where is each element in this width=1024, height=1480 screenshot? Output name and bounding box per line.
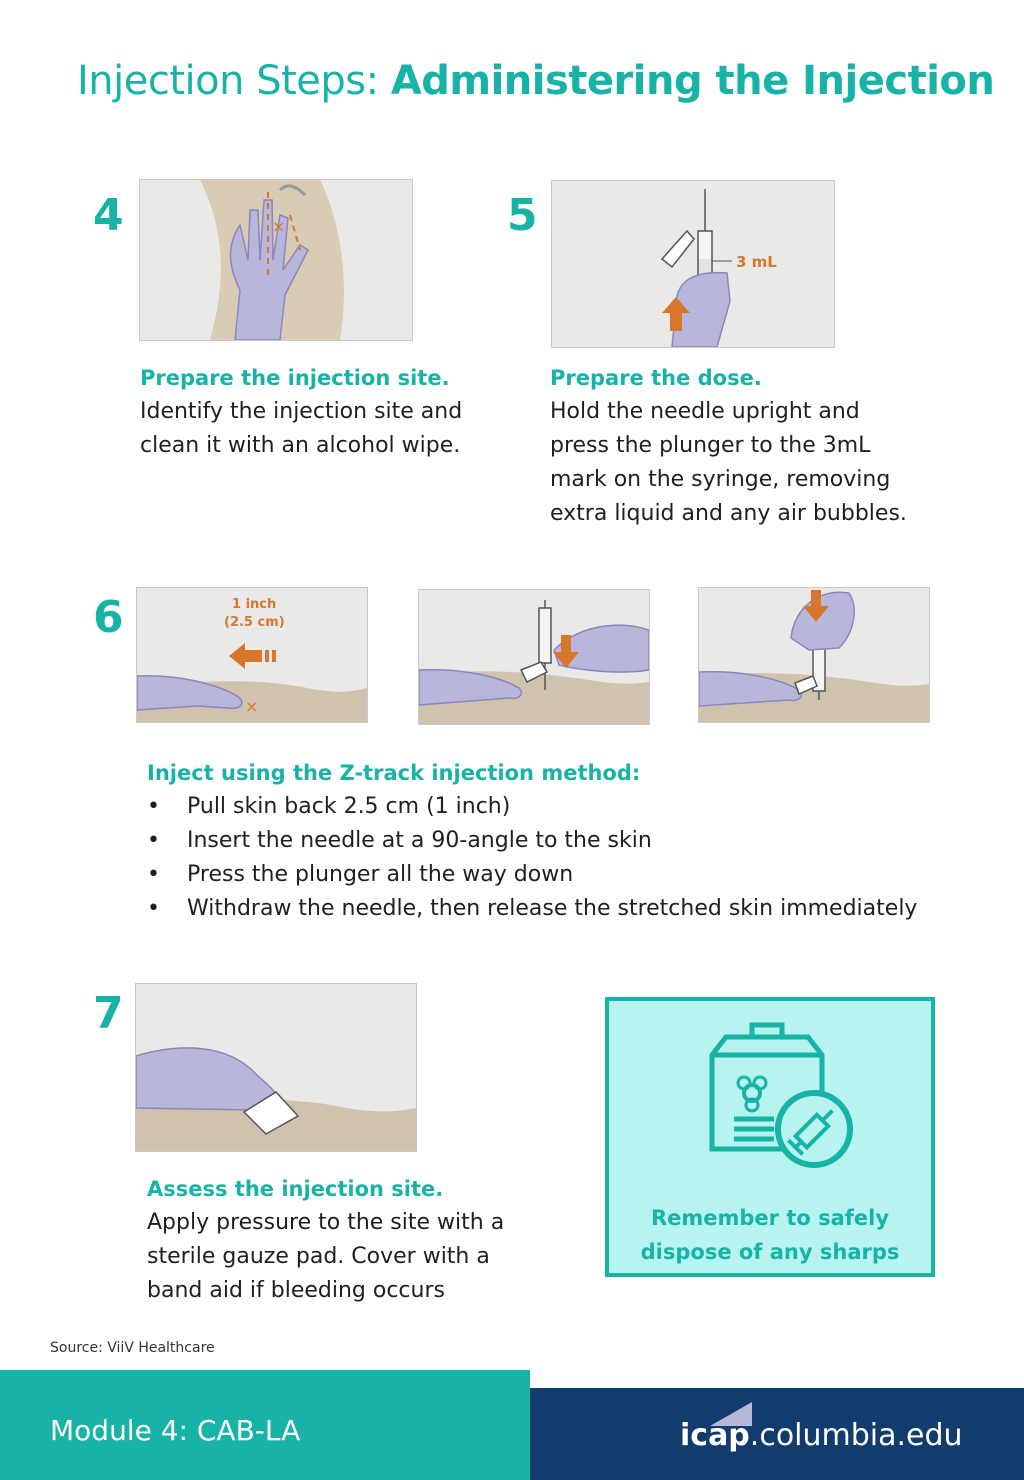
source-credit: Source: ViiV Healthcare	[50, 1340, 215, 1356]
step-7-body: Apply pressure to the site with a sterile gauze pad. Cover with a band aid if bleeding occurs	[147, 1210, 505, 1303]
z-track-insert-illustration	[419, 590, 649, 724]
z-track-press-illustration	[699, 588, 929, 722]
step-6-heading: Inject using the Z-track injection method:	[147, 761, 641, 785]
step-6-image-pull-skin	[136, 587, 368, 723]
step-6-bullet-list	[147, 790, 917, 926]
footer-module-bar	[0, 1370, 530, 1480]
gauze-pressure-illustration	[136, 984, 416, 1151]
step-6-image-insert	[418, 589, 650, 725]
step-7-number: 7	[93, 988, 124, 1039]
step-6-image-press	[698, 587, 930, 723]
step-4-number: 4	[93, 190, 124, 241]
step-4-body: Identify the injection site and clean it with an alcohol wipe.	[140, 399, 463, 458]
list-item: • Press the plunger all the way down	[147, 858, 917, 892]
step-4-heading: Prepare the injection site.	[140, 366, 450, 390]
footer-logo-bar	[530, 1388, 1024, 1480]
step-5-body: Hold the needle upright and press the plunger to the 3mL mark on the syringe, removing extra liquid and any air bubbles.	[550, 399, 907, 526]
hand-on-hip-illustration	[140, 180, 412, 340]
pull-distance-label-1: 1 inch	[232, 597, 277, 612]
sharps-reminder-box	[605, 997, 935, 1277]
sharps-reminder-text: Remember to safely dispose of any sharps	[640, 1206, 900, 1264]
step-5-image	[551, 180, 835, 348]
list-item: • Pull skin back 2.5 cm (1 inch)	[147, 790, 917, 824]
svg-text:×: ×	[245, 697, 259, 716]
step-5-heading: Prepare the dose.	[550, 366, 762, 390]
list-item: • Withdraw the needle, then release the stretched skin immediately	[147, 892, 917, 926]
module-label: Module 4: CAB-LA	[50, 1414, 301, 1447]
step-6-number: 6	[93, 592, 124, 643]
z-track-pull-illustration	[137, 588, 367, 722]
pull-distance-label-2: (2.5 cm)	[224, 615, 285, 630]
icap-logo: icap.columbia.edu	[680, 1418, 963, 1453]
list-item: • Insert the needle at a 90-angle to the skin	[147, 824, 917, 858]
syringe-3ml-label: 3 mL	[736, 253, 777, 271]
syringe-dose-illustration	[552, 181, 834, 347]
svg-text:×: ×	[272, 217, 286, 236]
step-4-image	[139, 179, 413, 341]
page-title: Injection Steps: Administering the Injection	[77, 58, 995, 104]
step-7-heading: Assess the injection site.	[147, 1177, 444, 1201]
sharps-container-icon	[704, 1021, 864, 1171]
step-7-image	[135, 983, 417, 1152]
step-5-number: 5	[507, 190, 538, 241]
